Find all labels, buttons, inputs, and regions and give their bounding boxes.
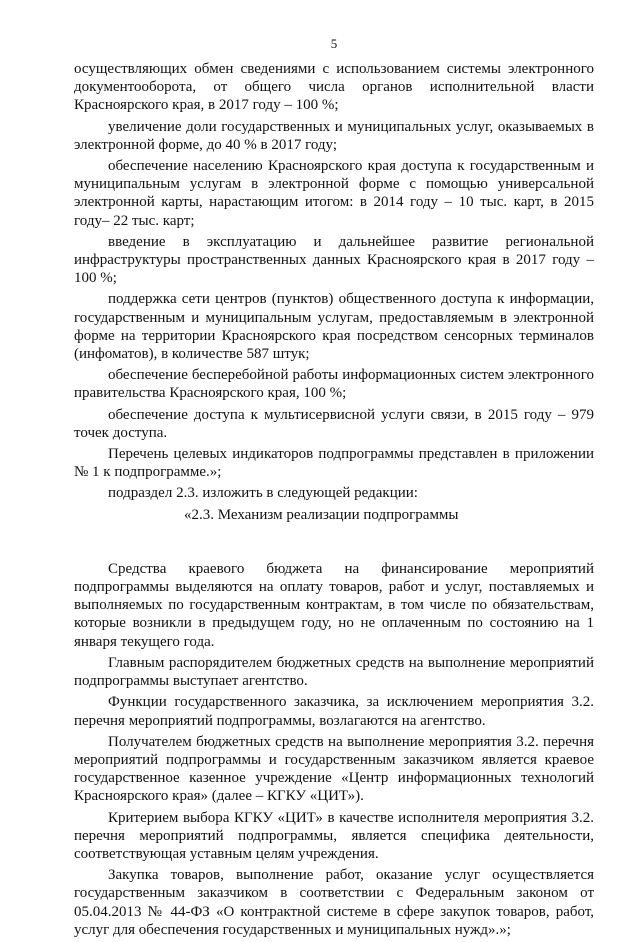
section-heading: «2.3. Механизм реализации подпрограммы: [184, 506, 459, 523]
paragraph-9: подраздел 2.3. изложить в следующей редакции:: [108, 485, 418, 502]
paragraph-2: увеличение доли государственных и муниципальных услуг, оказываемых в электронной форме, до 40 % в 2017 году;: [74, 118, 594, 153]
paragraph-5: поддержка сети центров (пунктов) общественного доступа к информации, государственным и муниципальным услугам, предоставляемым в электронной форме на территории Красноярского края посредством сенсорных терминалов (инфоматов), в количестве 587 штук;: [74, 291, 594, 363]
paragraph-7: обеспечение доступа к мультисервисной услуги связи, в 2015 году – 979 точек доступа.: [74, 406, 594, 441]
paragraph-10: Средства краевого бюджета на финансирование мероприятий подпрограммы выделяются на оплату товаров, работ и услуг, поставляемых и выполняемых по государственным контрактам, в том числе по обязательствам, которые возникли в предыдущем году, но не оплаченным по состоянию на 1 января текущего года.: [74, 560, 594, 650]
document-page: [74, 36, 594, 942]
paragraph-14: Критерием выбора КГКУ «ЦИТ» в качестве исполнителя мероприятия 3.2. перечня мероприятий подпрограммы, является специфика деятельности, соответствующая уставным целям учреждения.: [74, 809, 594, 862]
page-number: 5: [330, 36, 338, 51]
spacer: [74, 524, 594, 560]
paragraph-6: обеспечение бесперебойной работы информационных систем электронного правительства Красноярского края, 100 %;: [74, 367, 594, 402]
paragraph-4: введение в эксплуатацию и дальнейшее развитие региональной инфраструктуры пространственных данных Красноярского края в 2017 году – 100 %;: [74, 233, 594, 287]
paragraph-15: Закупка товаров, выполнение работ, оказание услуг осуществляется государственным заказчиком в соответствии с Федеральным законом от 05.04.2013 № 44-ФЗ «О контрактной системе в сфере закупок товаров, работ, услуг для обеспечения государственных и муниципальных нужд».»;: [74, 867, 594, 938]
paragraph-12: Функции государственного заказчика, за исключением мероприятия 3.2. перечня мероприятий подпрограммы, возлагаются на агентство.: [74, 694, 594, 729]
paragraph-3: обеспечение населению Красноярского края доступа к государственным и муниципальным услугам в электронной форме с помощью универсальной электронной карты, нарастающим итогом: в 2014 году – 10 тыс. карт, в 2015 году– 22 тыс. карт;: [74, 158, 594, 229]
paragraph-11: Главным распорядителем бюджетных средств на выполнение мероприятий подпрограммы выступает агентство.: [74, 654, 594, 690]
paragraph-13: Получателем бюджетных средств на выполнение мероприятия 3.2. перечня мероприятий подпрограммы и государственным заказчиком является краевое государственное казенное учреждение «Центр информационных технологий Красноярского края» (далее – КГКУ «ЦИТ»).: [74, 733, 594, 805]
paragraph-8: Перечень целевых индикаторов подпрограммы представлен в приложении № 1 к подпрограмме.»;: [74, 446, 594, 481]
paragraph-1: осуществляющих обмен сведениями с использованием системы электронного документооборота, от общего числа органов исполнительной власти Красноярского края, в 2017 году – 100 %;: [74, 61, 594, 114]
